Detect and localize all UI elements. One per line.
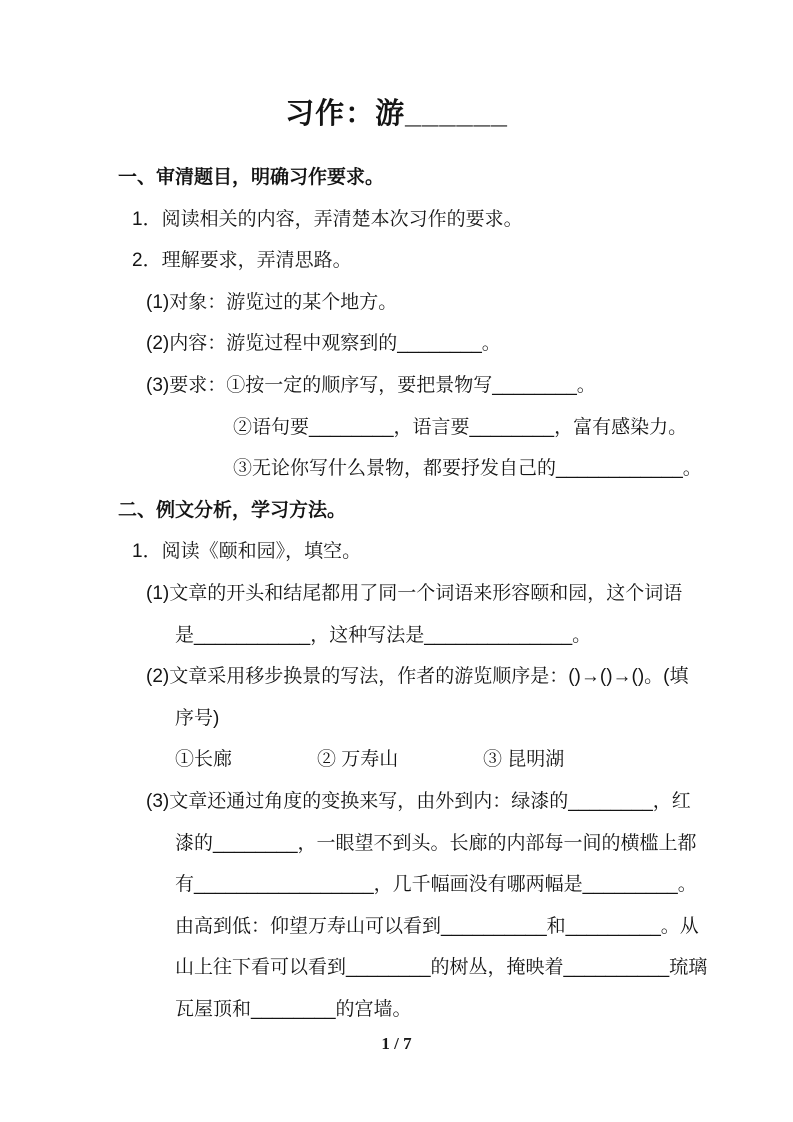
section-2-subitem-3: (3)文章还通过角度的变换来写，由外到内：绿漆的________，红 <box>146 790 691 812</box>
section-2-subitem-1: (1)文章的开头和结尾都用了同一个词语来形容颐和园，这个词语 <box>146 582 683 604</box>
option-changlang: ①长廊 <box>175 749 233 771</box>
section-1-heading: 一、审清题目，明确习作要求。 <box>118 167 385 188</box>
section-2-heading: 二、例文分析，学习方法。 <box>118 499 347 521</box>
section-2-subitem-3-cont-4: 山上往下看可以看到________的树丛，掩映着__________琉璃 <box>175 957 708 979</box>
section-1-subitem-3c: ③无论你写什么景物，都要抒发自己的____________。 <box>233 458 702 480</box>
section-1-subitem-3b: ②语句要________，语言要________，富有感染力。 <box>233 416 688 438</box>
section-2-subitem-3-cont-2: 有_________________，几千幅画没有哪两幅是_________。 <box>175 874 697 896</box>
section-2-subitem-3-cont-5: 瓦屋顶和________的宫墙。 <box>175 998 412 1020</box>
page-number: 1 / 7 <box>381 1034 412 1054</box>
answer-options-row <box>118 739 693 781</box>
option-wanshoushan: ② 万寿山 <box>317 749 399 771</box>
option-kunminghu: ③ 昆明湖 <box>483 749 565 771</box>
section-2-subitem-2-cont: 序号) <box>175 707 220 729</box>
section-2-subitem-3-cont-3: 由高到低：仰望万寿山可以看到__________和_________。从 <box>175 915 699 937</box>
section-1-subitem-3: (3)要求：①按一定的顺序写，要把景物写________。 <box>146 374 596 396</box>
page-title: 习作：游______ <box>285 98 508 130</box>
section-1-item-2: 2．理解要求，弄清思路。 <box>132 250 352 272</box>
section-2-subitem-1-cont: 是___________，这种写法是______________。 <box>175 624 592 646</box>
section-2-item-1: 1．阅读《颐和园》，填空。 <box>132 541 362 563</box>
section-2-subitem-3-cont-1: 漆的________，一眼望不到头。长廊的内部每一间的横槛上都 <box>175 832 697 854</box>
section-2-subitem-2: (2)文章采用移步换景的写法，作者的游览顺序是：()→()→()。(填 <box>146 666 689 688</box>
section-1-subitem-1: (1)对象：游览过的某个地方。 <box>146 291 398 313</box>
section-1-subitem-2: (2)内容：游览过程中观察到的________。 <box>146 333 501 355</box>
section-1-item-1: 1．阅读相关的内容，弄清楚本次习作的要求。 <box>132 208 523 230</box>
